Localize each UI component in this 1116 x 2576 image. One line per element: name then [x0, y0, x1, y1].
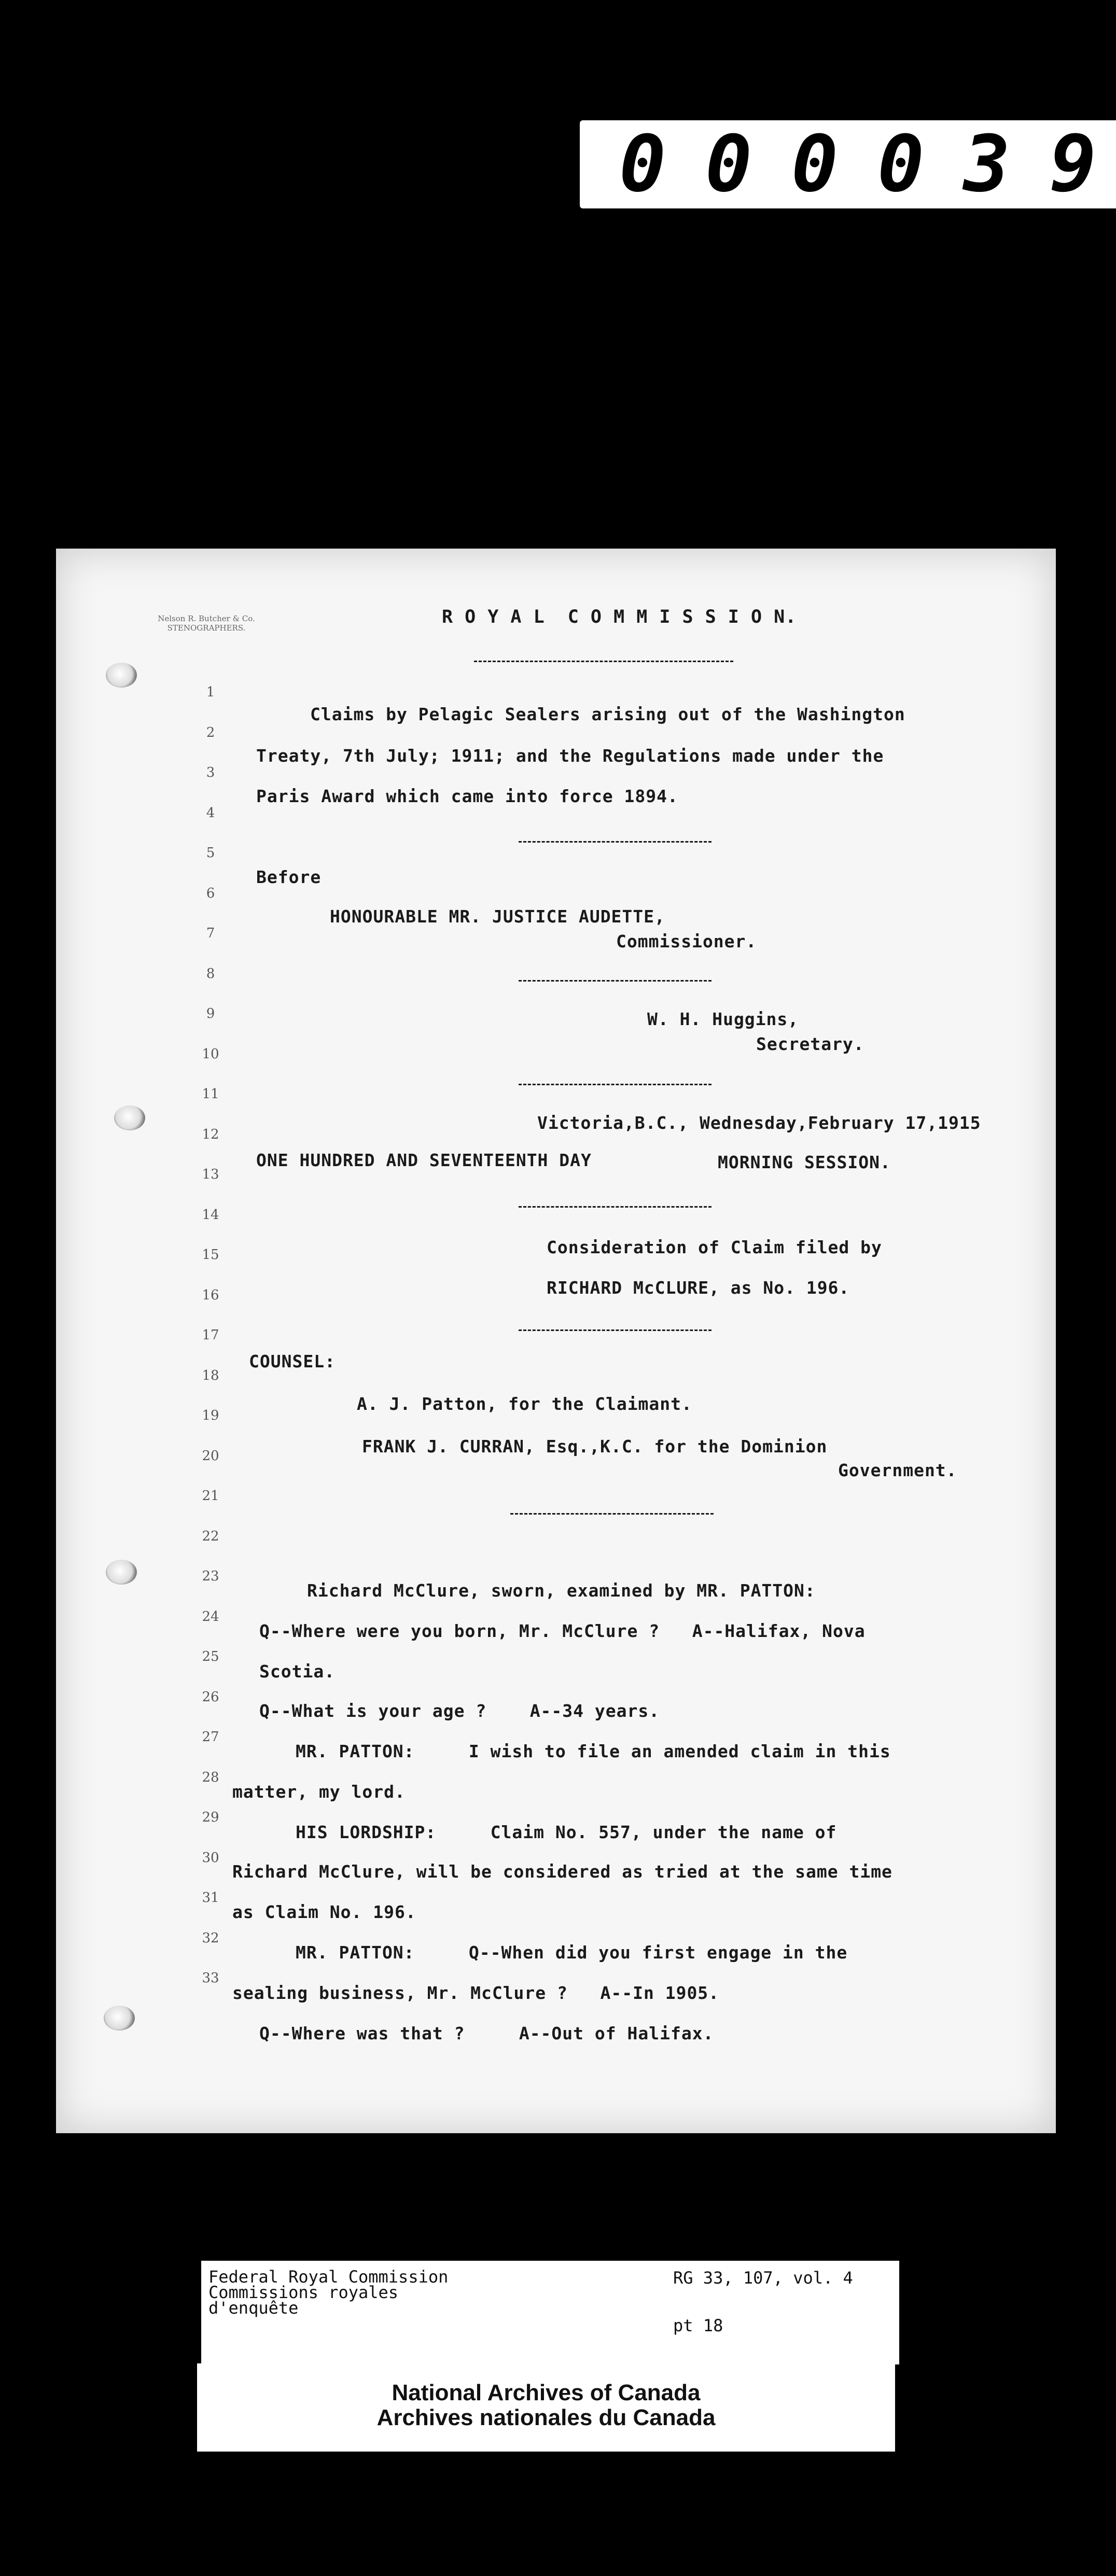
- line-number: 3: [206, 765, 215, 780]
- line-number: 27: [202, 1729, 219, 1745]
- counsel-entry: A. J. Patton, for the Claimant.: [357, 1394, 692, 1414]
- line-number: 8: [206, 965, 215, 982]
- testimony-line: as Claim No. 196.: [232, 1902, 416, 1922]
- testimony-line: sealing business, Mr. McClure ? A--In 1905.: [232, 1983, 720, 2003]
- consideration-text: Consideration of Claim filed by: [547, 1237, 882, 1257]
- frame-number-plate: [580, 120, 1116, 208]
- testimony-line: Q--What is your age ? A--34 years.: [259, 1701, 660, 1721]
- line-number: 29: [202, 1810, 219, 1825]
- stenographer-title: STENOGRAPHERS.: [167, 623, 246, 633]
- line-number: 13: [202, 1167, 219, 1182]
- session-day: ONE HUNDRED AND SEVENTEENTH DAY: [256, 1150, 592, 1170]
- frame-digit: 3: [963, 119, 1011, 209]
- frame-digit: 0: [705, 119, 752, 209]
- label-collection: Federal Royal Commission: [208, 2267, 449, 2287]
- session-name: MORNING SESSION.: [718, 1152, 891, 1172]
- line-number: 14: [202, 1207, 219, 1223]
- testimony-line: Q--Where were you born, Mr. McClure ? A--Halifax, Nova: [259, 1621, 866, 1641]
- line-number: 22: [202, 1528, 219, 1544]
- divider: [474, 661, 733, 662]
- frame-digit: 0: [877, 119, 925, 209]
- line-number: 5: [206, 845, 215, 861]
- punch-hole: [104, 2006, 135, 2031]
- line-number: 10: [202, 1046, 219, 1062]
- divider: [519, 1084, 712, 1085]
- counsel-entry: Government.: [838, 1460, 957, 1480]
- date-line: Victoria,B.C., Wednesday,February 17,1915: [537, 1113, 981, 1133]
- divider: [519, 841, 712, 843]
- line-number: 18: [202, 1367, 219, 1383]
- line-number: 23: [202, 1569, 219, 1584]
- label-collection-fr: Commissions royales: [208, 2283, 399, 2302]
- label-part: pt 18: [673, 2316, 723, 2335]
- consideration-text: RICHARD McCLURE, as No. 196.: [547, 1278, 850, 1298]
- line-number: 20: [202, 1448, 219, 1464]
- divider: [519, 1329, 712, 1331]
- line-number: 6: [206, 885, 215, 901]
- line-number: 24: [202, 1608, 219, 1625]
- archives-name-fr: Archives nationales du Canada: [376, 2405, 716, 2430]
- claims-text: Claims by Pelagic Sealers arising out of the Washington: [310, 704, 905, 724]
- testimony-line: MR. PATTON: I wish to file an amended claim in this: [296, 1741, 891, 1761]
- judge-name: HONOURABLE MR. JUSTICE AUDETTE,: [330, 906, 665, 927]
- line-number: 16: [202, 1287, 219, 1303]
- page-title: R O Y A L C O M M I S S I O N.: [442, 607, 797, 627]
- line-number: 4: [206, 805, 215, 821]
- label-collection-fr: d'enquête: [208, 2298, 299, 2318]
- line-number: 2: [206, 724, 215, 740]
- secretary-role: Secretary.: [756, 1034, 864, 1054]
- line-number: 9: [206, 1006, 215, 1021]
- testimony-line: matter, my lord.: [232, 1782, 406, 1802]
- line-number: 17: [202, 1327, 219, 1343]
- testimony-line: Q--Where was that ? A--Out of Halifax.: [259, 2023, 714, 2043]
- counsel-heading: COUNSEL:: [249, 1351, 336, 1371]
- testimony-line: HIS LORDSHIP: Claim No. 557, under the name of: [296, 1822, 837, 1842]
- divider: [519, 1206, 712, 1208]
- testimony-line: Richard McClure, will be considered as tried at the same time: [232, 1861, 892, 1882]
- line-number: 32: [202, 1930, 219, 1946]
- archive-reference-label: [201, 2261, 899, 2364]
- line-number: 21: [202, 1488, 219, 1504]
- line-number: 1: [206, 684, 215, 700]
- line-number: 31: [202, 1890, 219, 1906]
- before-heading: Before: [256, 867, 322, 887]
- line-number: 15: [202, 1247, 219, 1263]
- line-number: 33: [202, 1970, 219, 1986]
- claims-text: Paris Award which came into force 1894.: [256, 786, 678, 806]
- judge-role: Commissioner.: [616, 931, 757, 951]
- stenographer-letterhead: [139, 614, 274, 633]
- divider: [519, 980, 712, 982]
- secretary-name: W. H. Huggins,: [647, 1009, 799, 1029]
- punch-hole: [114, 1105, 145, 1130]
- line-number: 28: [202, 1769, 219, 1785]
- counsel-entry: FRANK J. CURRAN, Esq.,K.C. for the Dominion: [362, 1436, 828, 1457]
- line-number: 7: [206, 926, 215, 941]
- line-number: 12: [202, 1126, 219, 1142]
- archives-banner: [197, 2363, 895, 2452]
- punch-hole: [106, 1560, 137, 1585]
- line-number: 26: [202, 1689, 219, 1705]
- stenographer-name: Nelson R. Butcher & Co.: [158, 614, 255, 623]
- line-number: 25: [202, 1649, 219, 1664]
- frame-digit: 9: [1049, 119, 1097, 209]
- claims-text: Treaty, 7th July; 1911; and the Regulations made under the: [256, 746, 884, 766]
- punch-hole: [106, 663, 137, 688]
- line-number: 11: [202, 1086, 219, 1102]
- frame-digit: 0: [619, 119, 666, 209]
- divider: [510, 1513, 714, 1515]
- archives-name-en: National Archives of Canada: [392, 2380, 701, 2405]
- testimony-line: Scotia.: [259, 1661, 336, 1682]
- line-number: 19: [202, 1408, 219, 1423]
- testimony-line: Richard McClure, sworn, examined by MR. PATTON:: [307, 1580, 816, 1601]
- frame-digit: 0: [791, 119, 839, 209]
- label-reference: RG 33, 107, vol. 4: [673, 2268, 853, 2288]
- line-number: 30: [202, 1850, 219, 1866]
- transcript-page: [56, 549, 1056, 2133]
- testimony-line: MR. PATTON: Q--When did you first engage in the: [296, 1942, 848, 1963]
